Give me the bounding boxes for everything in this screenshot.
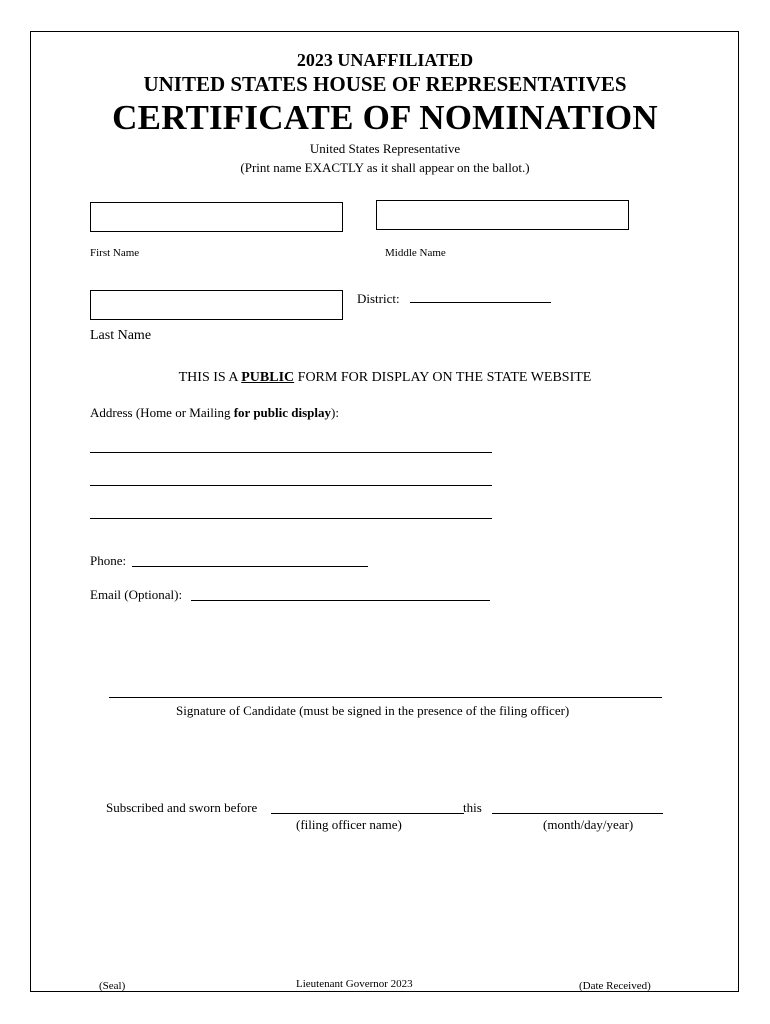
sworn-this: this [463, 800, 482, 815]
filing-officer-caption: (filing officer name) [296, 817, 402, 832]
district-label: District: [357, 291, 400, 306]
office-subtitle: United States Representative [309, 141, 461, 156]
address-line-1[interactable] [90, 452, 492, 453]
form-year-line: 2023 UNAFFILIATED [296, 50, 474, 70]
email-line[interactable] [191, 600, 490, 601]
address-line-2[interactable] [90, 485, 492, 486]
form-title: CERTIFICATE OF NOMINATION [112, 98, 658, 137]
signature-line[interactable] [109, 697, 662, 698]
email-label: Email (Optional): [90, 587, 183, 602]
middle-name-field[interactable] [376, 200, 629, 230]
first-name-field[interactable] [90, 202, 343, 232]
public-notice: THIS IS A PUBLIC FORM FOR DISPLAY ON THE STATE WEBSITE [178, 370, 592, 385]
public-emphasis: PUBLIC [241, 370, 295, 385]
seal-label: (Seal) [99, 980, 126, 992]
form-office-line: UNITED STATES HOUSE OF REPRESENTATIVES [143, 72, 627, 96]
filing-officer-line[interactable] [271, 813, 464, 814]
first-name-label: First Name [90, 247, 140, 259]
address-label: Address (Home or Mailing for public display): [90, 405, 339, 420]
middle-name-label: Middle Name [385, 247, 446, 259]
print-instruction: (Print name EXACTLY as it shall appear on the ballot.) [240, 160, 530, 175]
address-line-3[interactable] [90, 518, 492, 519]
last-name-label: Last Name [90, 328, 152, 343]
phone-line[interactable] [132, 566, 368, 567]
date-received-label: (Date Received) [579, 980, 651, 992]
sworn-prefix: Subscribed and sworn before [106, 800, 258, 815]
last-name-field[interactable] [90, 290, 343, 320]
lt-governor-label: Lieutenant Governor 2023 [296, 978, 413, 990]
sworn-date-caption: (month/day/year) [543, 817, 634, 832]
district-line[interactable] [410, 302, 551, 303]
sworn-date-line[interactable] [492, 813, 663, 814]
phone-label: Phone: [90, 553, 127, 568]
signature-caption: Signature of Candidate (must be signed in the presence of the filing officer) [176, 703, 570, 718]
